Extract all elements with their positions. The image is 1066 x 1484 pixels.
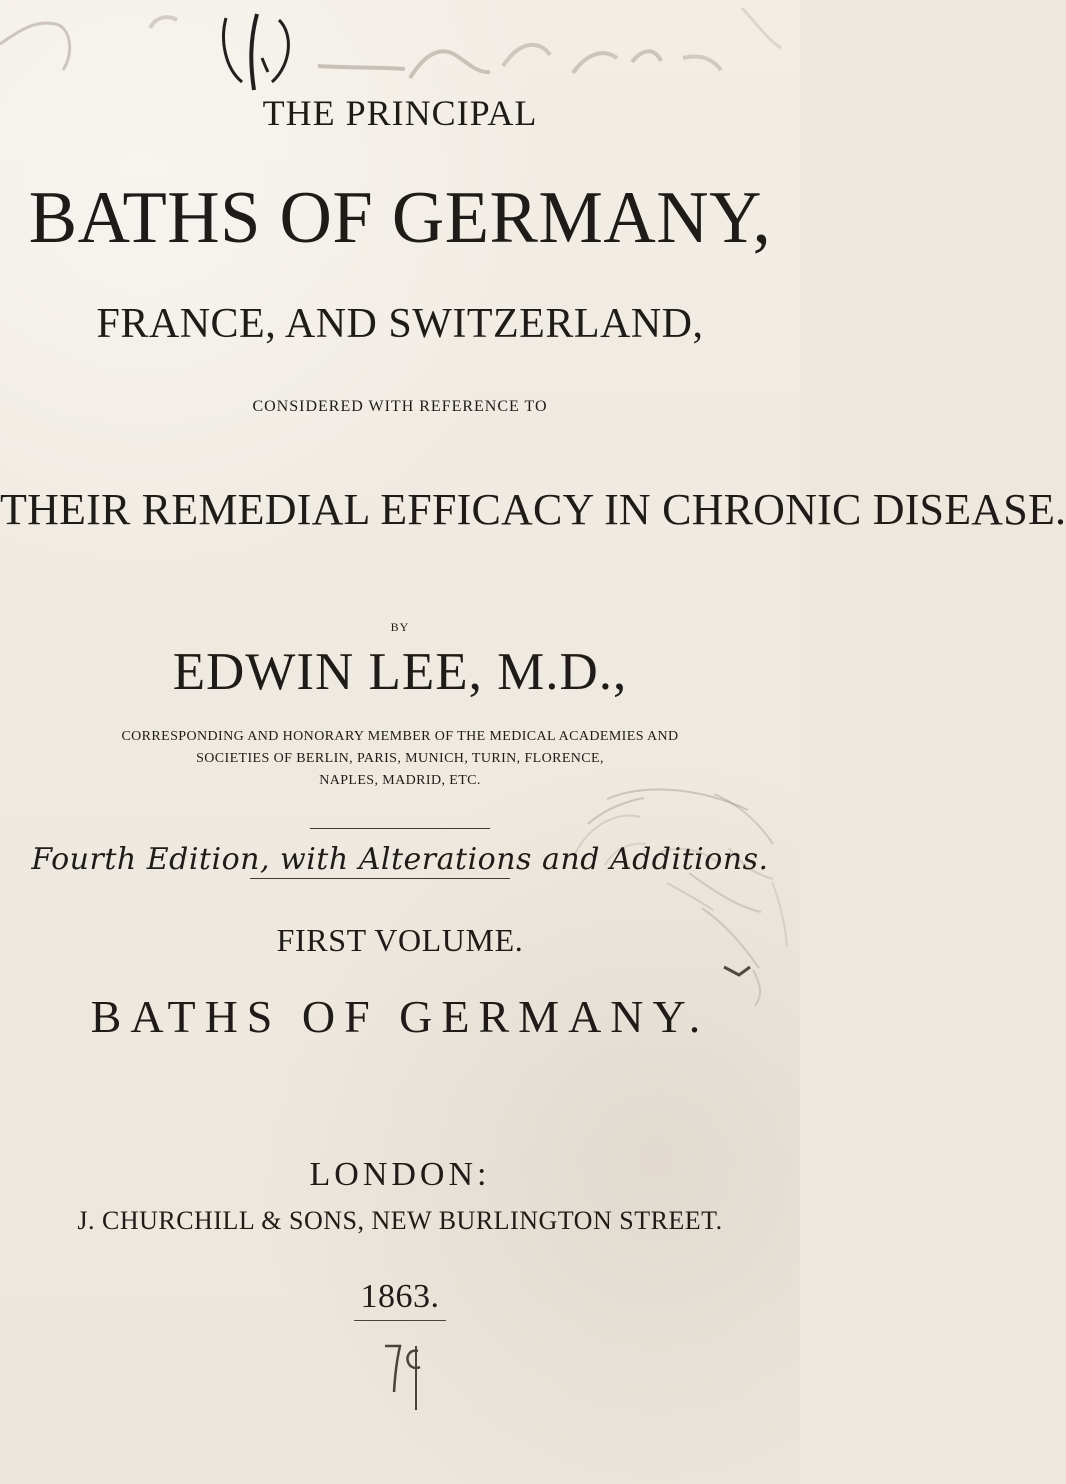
author-affiliation-line-1: CORRESPONDING AND HONORARY MEMBER OF THE MEDICAL ACADEMIES AND bbox=[121, 729, 679, 744]
title-connector: CONSIDERED WITH REFERENCE TO bbox=[252, 398, 548, 415]
heading-principal: THE PRINCIPAL bbox=[262, 93, 538, 133]
author-affiliation-line-2: SOCIETIES OF BERLIN, PARIS, MUNICH, TURIN, FLORENCE, bbox=[196, 751, 604, 766]
title-main: BATHS OF GERMANY, bbox=[28, 177, 772, 259]
library-stamp bbox=[542, 762, 792, 1012]
imprint-city: LONDON: bbox=[309, 1156, 491, 1193]
edition-rule-top bbox=[310, 828, 490, 829]
edition-rule-bottom bbox=[250, 878, 510, 879]
volume-label: FIRST VOLUME. bbox=[276, 922, 524, 958]
imprint-year: 1863. bbox=[0, 1278, 800, 1321]
author-affiliation-line-3: NAPLES, MADRID, ETC. bbox=[319, 773, 481, 788]
by-line: BY bbox=[390, 620, 410, 634]
title-description: THEIR REMEDIAL EFFICACY IN CHRONIC DISEASE. bbox=[0, 485, 1066, 534]
title-subtitle: FRANCE, AND SWITZERLAND, bbox=[96, 301, 704, 347]
imprint-publisher: J. CHURCHILL & SONS, NEW BURLINGTON STREET. bbox=[77, 1206, 723, 1235]
author-name: EDWIN LEE, M.D., bbox=[172, 643, 628, 701]
handwritten-shelf-mark bbox=[377, 1336, 433, 1426]
volume-title: BATHS OF GERMANY. bbox=[90, 991, 710, 1042]
edition-line: Fourth Edition, with Alterations and Additions. bbox=[31, 842, 769, 877]
